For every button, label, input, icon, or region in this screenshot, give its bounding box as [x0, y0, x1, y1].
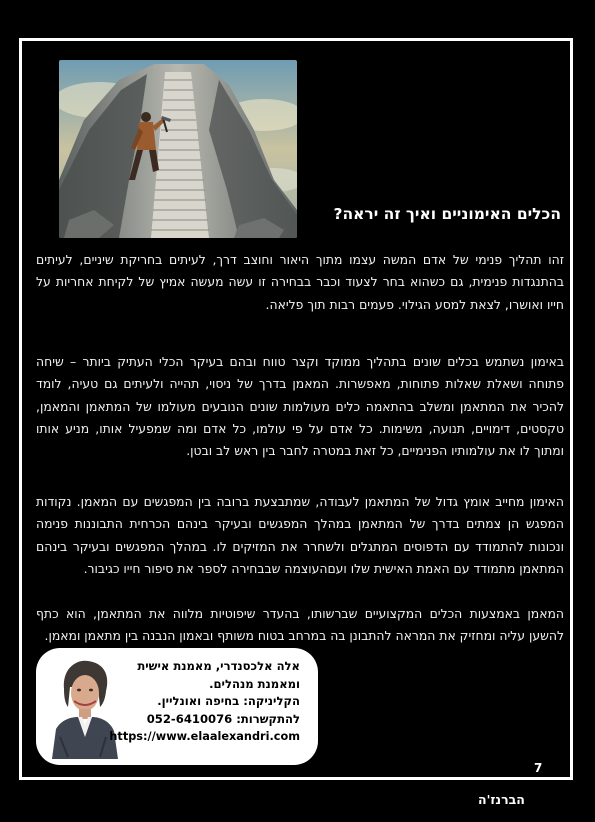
hero-image-stairs-climber [59, 60, 297, 238]
coach-name: אלה אלכסנדרי, מאמנת אישית [137, 659, 300, 673]
website-link[interactable]: https://www.elaalexandri.com [109, 730, 300, 743]
article-paragraph-1: זהו תהליך פנימי של אדם המשה עצמו מתוך היאור וחוצב דרך, לעיתים בחריקת שיניים, לעיתים בהתנגדות פנימית, גם כשהוא בחר לצעוד וכבר בבחירה זו עשה מעשה אמיץ של לקיחת אחריות על חייו ואושרו, לצאת למסע הגילוי. פעמים רבות תוך פליאה. [36, 252, 564, 312]
article-paragraph-3: האימון מחייב אומץ גדול של המתאמן לעבודה, שמתבצעת ברובה בין המפגשים עם המאמן. נקודות המפגש הן צמתים בדרך של המתאמן במהלך המפגשים ובעיקר בינהם הכרחית התבוננות פנימה ונכונות להתמודד עם הדפוסים המתגלים ולשחרר את המזיקים לו. במהלך המפגשים ובעיקר בינהם המתאמן מתמודד עם האמת האישית שלו ועםהעוצמה שבבחירה לספר את סיפור חייו כגיבור. [36, 494, 564, 576]
clinic-location: הקליניקה: בחיפה ואונליין. [157, 694, 300, 708]
footer-publication-name: הברנז'ה [478, 792, 525, 807]
article-title: הכלים האימוניים ואיך זה יראה? [333, 205, 561, 223]
article-paragraph-2: באימון נשתמש בכלים שונים בתהליך ממוקד וקצר טווח ובהם בעיקר הכלי העתיק ביותר – שיחה פתוחה ושאלת שאלות פתוחות, מאפשרות. המאמן בדרך של ניסוי, תהייה ולעיתים גם טעיה, לומד להכיר את המתאמן ומשלב בהתאמה כלים מעולמות שונים הנובעים מעולמו של המתאמן והמאמן, טקסטים, דימויים, תנועה, משימות. כל אדם על פי עולמו, כל אדם ומה שמפעיל אותו, מניע אותו ומתוך לו את עולמותיו הפנימיים, כל זאת במטרה לחבר בין ראש לב ובטן. [36, 354, 564, 459]
contact-phone: להתקשרות: 052-6410076 [146, 711, 300, 726]
contact-details [100, 658, 300, 746]
page-number: 7 [534, 761, 543, 775]
article-paragraph-4: המאמן באמצעות הכלים המקצועיים שברשותו, בהעדר שיפוטיות מלווה את המתאמן, הוא כתף להשען עליה ומחזיק את המראה להתבונן בה במרחב בטוח משותף ובאמון הנבנה בין מתאמן ומאמן. [36, 606, 564, 644]
coach-role: ומאמנת מנהלים. [209, 676, 300, 691]
contact-card [36, 648, 318, 765]
